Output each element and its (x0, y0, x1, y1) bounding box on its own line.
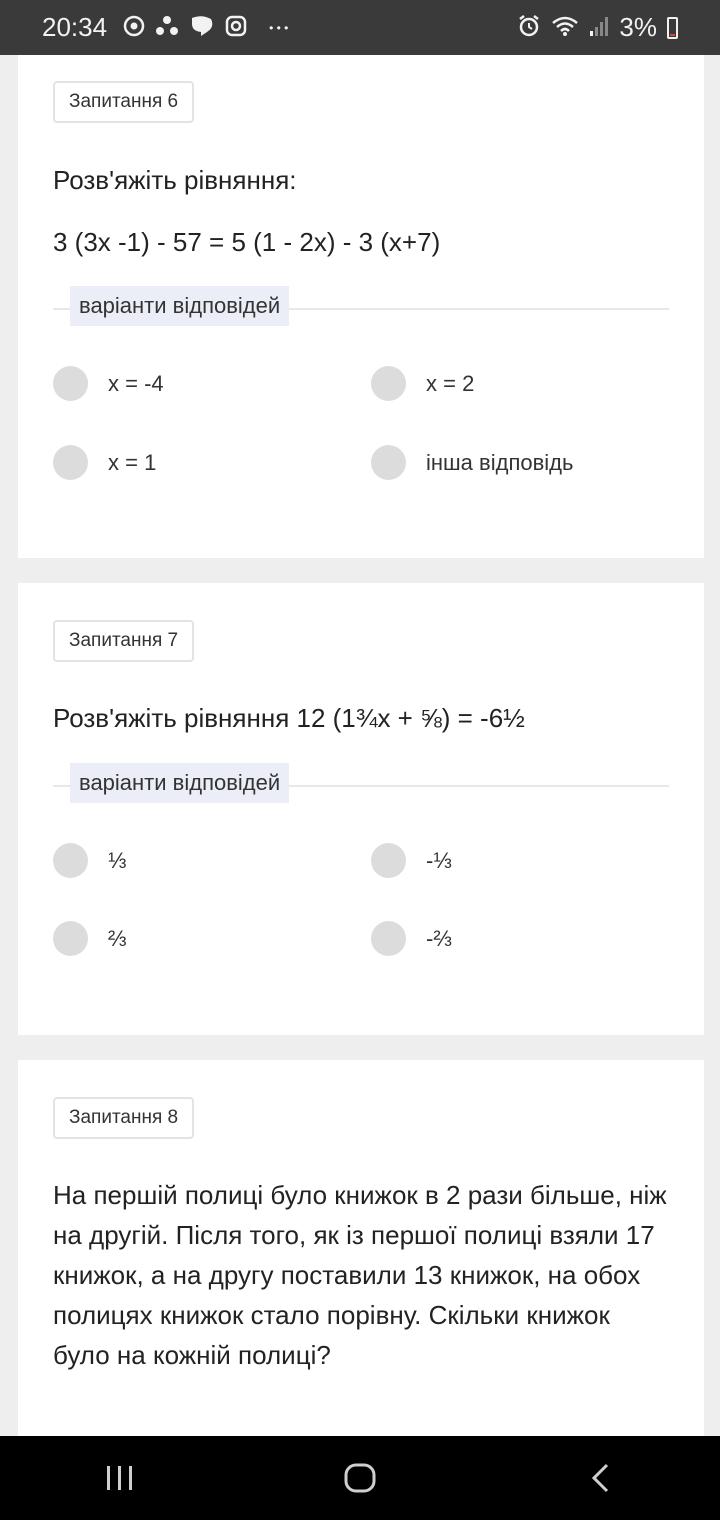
status-bar (0, 0, 720, 55)
question-card-7 (18, 583, 704, 1035)
answer-option[interactable] (53, 921, 126, 956)
answer-option-label: ⅔ (108, 925, 127, 951)
radio-button[interactable] (53, 921, 88, 956)
answer-options-label: варіанти відповідей (70, 763, 289, 803)
wifi-icon (551, 15, 579, 41)
status-bar-left (42, 12, 288, 43)
answer-option[interactable] (371, 921, 452, 956)
answer-option[interactable] (371, 366, 474, 401)
alarm-icon (517, 14, 541, 42)
answer-option[interactable] (371, 445, 573, 480)
clock: 20:34 (42, 12, 108, 42)
battery-icon (667, 17, 678, 39)
question-card-8 (18, 1060, 704, 1436)
back-icon[interactable] (570, 1448, 630, 1508)
answer-option-label: x = -4 (108, 370, 164, 396)
radio-button[interactable] (53, 366, 88, 401)
answer-option[interactable] (53, 843, 126, 878)
question-tag: Запитання 6 (53, 81, 194, 123)
answer-options-label: варіанти відповідей (70, 286, 289, 326)
radio-button[interactable] (53, 843, 88, 878)
answer-option-label: -⅓ (426, 847, 452, 873)
recycle-icon (155, 15, 179, 41)
navigation-bar (0, 1436, 720, 1520)
question-card-6 (18, 55, 704, 558)
chat-bubble-icon (189, 15, 215, 41)
signal-icon (589, 15, 609, 41)
answer-option[interactable] (53, 366, 164, 401)
question-tag: Запитання 7 (53, 620, 194, 662)
answer-option[interactable] (371, 843, 452, 878)
more-icon: • • • (269, 20, 289, 35)
sync-icon (123, 15, 145, 41)
recent-apps-icon[interactable] (90, 1448, 150, 1508)
instagram-icon (225, 15, 247, 41)
answer-option-label: x = 2 (426, 370, 475, 396)
status-bar-right (517, 12, 678, 43)
question-tag: Запитання 8 (53, 1097, 194, 1139)
radio-button[interactable] (371, 921, 406, 956)
question-prompt: Розв'яжіть рівняння: (53, 165, 297, 195)
answer-option-label: x = 1 (108, 449, 157, 475)
radio-button[interactable] (53, 445, 88, 480)
question-equation: 3 (3x -1) - 57 = 5 (1 - 2x) - 3 (x+7) (53, 227, 441, 257)
question-prompt: Розв'яжіть рівняння 12 (1¾x + ⅝) = -6½ (53, 703, 525, 733)
answer-option-label: -⅔ (426, 925, 452, 951)
answer-option-label: інша відповідь (426, 449, 574, 475)
radio-button[interactable] (371, 445, 406, 480)
answer-option-label: ⅓ (108, 847, 127, 873)
radio-button[interactable] (371, 366, 406, 401)
radio-button[interactable] (371, 843, 406, 878)
answer-option[interactable] (53, 445, 156, 480)
question-text: На першій полиці було книжок в 2 рази більше, ніж на другій. Після того, як із першої полиці взяли 17 книжок, а на другу поставили 13 книжок, на обох полицях книжок стало порівну. Скільки книжок було на кожній полиці? (53, 1180, 667, 1370)
battery-percent: 3% (619, 12, 657, 42)
home-icon[interactable] (330, 1448, 390, 1508)
